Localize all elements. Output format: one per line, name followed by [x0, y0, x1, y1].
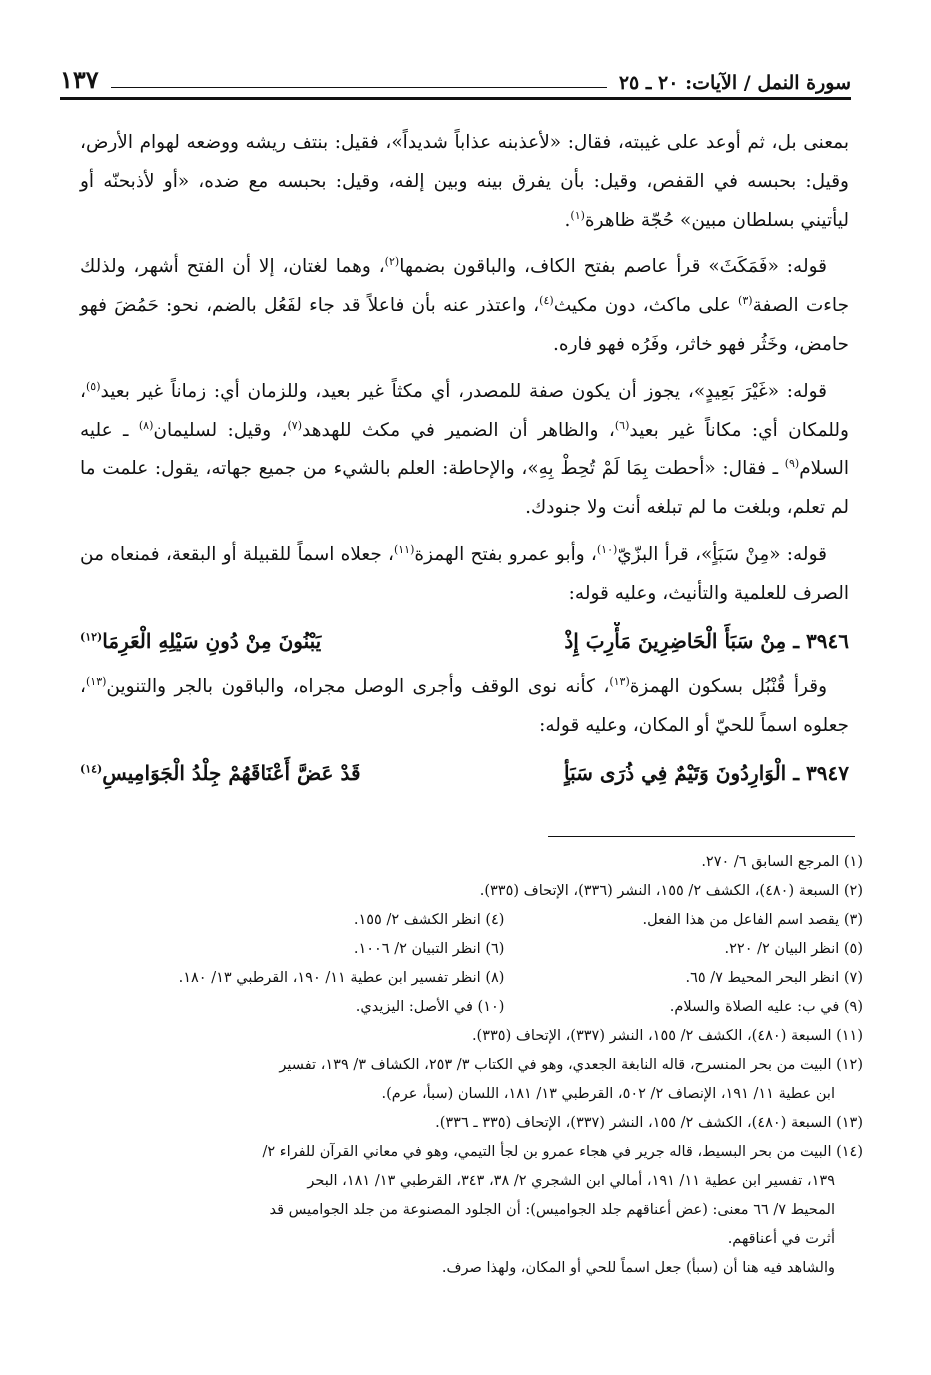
footnote-ref[interactable]: (١١)	[393, 542, 415, 556]
paragraph: وقرأ قُنْبُل بسكون الهمزة$^{(١٣)}$، كأنه نوى الوقف وأجرى الوصل مجراه، والباقون بالجر والتنوين$^{(١٣)}$، جعلوه اسماً للحيّ أو المكان، وعليه قوله:	[80, 675, 849, 737]
footnote: (١) المرجع السابق ٦/ ٢٧٠.	[701, 854, 863, 870]
footnote-line	[116, 1022, 863, 1051]
footnote-ref[interactable]: (٥)	[85, 379, 101, 393]
verse-first-hemistich: ٣٩٤٦ ـ مِنْ سَبَأَ الْحَاضِرِينَ مَأْرِبَ إِذْ	[564, 628, 849, 653]
footnote: (١٣) السبعة (٤٨٠)، الكشف ٢/ ١٥٥، النشر (٣٣٧)، الإتحاف (٣٣٥ ـ ٣٣٦).	[435, 1115, 863, 1131]
footnote-ref[interactable]: (٣)	[738, 294, 753, 308]
footnote-ref[interactable]: (٧)	[287, 418, 303, 432]
footnote: (١٤) البيت من بحر البسيط، قاله جرير في هجاء عمرو بن لجأ التيمي، وهو في معاني القرآن للفراء ٢/ ١٣٩، تفسير ابن عطية ١١/ ١٩١، أمالي ابن الشجري ٢/ ٣٨، ٣٤٣، القرطبي ١٣/ ١٨١، البحر المحيط ٧/ ٦٦ معنى: (عض أعناقهم جلد الجواميس): أن الجلود المصنوعة من جلد الجواميس قد أثرت في أعناقهم. والشاهد فيه هنا أن (سبأ) جعل اسماً للحي أو المكان، ولهذا صرف.	[262, 1144, 863, 1276]
footnote-ref[interactable]: (٦)	[614, 418, 630, 432]
footnote-divider	[548, 836, 855, 837]
footnote-ref[interactable]: (١)	[570, 208, 585, 222]
paragraph: بمعنى بل، ثم أوعد على غيبته، فقال: «لأعذبنه عذاباً شديداً»، فقيل: بنتف ريشه ووضعه لهوام الأرض، وقيل: بحبسه في القفص، وقيل: بأن يفرق بينه وبين إلفه، وقيل: بحبسه مع ضده، «أو لأذبحنّه أو ليأتيني بسلطان مبين» حُجّة ظاهرة$^{(١)}$.	[80, 132, 849, 231]
running-title: سورة النمل / الآيات: ٢٠ ـ ٢٥	[618, 72, 851, 94]
footnote: (١٢) البيت من بحر المنسرح، قاله النابغة الجعدي، وهو في الكتاب ٣/ ٢٥٣، الكشاف ٣/ ١٣٩، تفسير ابن عطية ١١/ ١٩١، الإنصاف ٢/ ٥٠٢، القرطبي ١٣/ ١٨١، اللسان (سبأ، عرم).	[279, 1057, 863, 1102]
footnote-ref[interactable]: (٩)	[784, 457, 800, 471]
footnotes	[116, 848, 863, 1283]
footnote: (٤) انظر الكشف ٢/ ١٥٥.	[353, 912, 505, 928]
footnote-ref[interactable]: (١٠)	[596, 542, 618, 556]
footnote-line	[116, 848, 863, 877]
footnote-ref[interactable]: (١٣)	[85, 675, 107, 689]
footnote: (٩) في ب: عليه الصلاة والسلام.	[669, 999, 863, 1015]
poetry-verse	[80, 754, 849, 793]
footnote: (٢) السبعة (٤٨٠)، الكشف ٢/ ١٥٥، النشر (٣٣٦)، الإتحاف (٣٣٥).	[479, 883, 863, 899]
footnote-ref[interactable]: (١٤)	[80, 762, 103, 776]
footnote: (١٠) في الأصل: اليزيدي.	[355, 999, 505, 1015]
footnote: (٦) انظر التبيان ٢/ ١٠٠٦.	[353, 941, 505, 957]
paragraph: قوله: «مِنْ سَبَأٍ»، قرأ البزّيّ$^{(١٠)}$، وأبو عمرو بفتح الهمزة$^{(١١)}$، جعلاه اسماً للقبيلة أو البقعة، فمنعاه من الصرف للعلمية والتأنيث، وعليه قوله:	[80, 542, 849, 604]
verse-first-hemistich: ٣٩٤٧ ـ الْوَارِدُونَ وَتَيْمٌ فِي ذُرَى سَبَأٍ	[564, 760, 849, 785]
footnote-line	[116, 1109, 863, 1138]
footnote-line	[116, 906, 863, 935]
header-rule	[111, 87, 607, 88]
footnote: (٥) انظر البيان ٢/ ٢٢٠.	[724, 941, 863, 957]
footnote-ref[interactable]: (١٢)	[80, 629, 103, 643]
footnote-ref[interactable]: (٤)	[539, 294, 554, 308]
verse-second-hemistich: قَدْ عَضَّ أَعْنَاقَهُمْ جِلْدُ الْجَوَامِيسِ$^{(١٤)}$	[80, 760, 361, 785]
footnote-ref[interactable]: (١٣)	[609, 675, 630, 689]
footnote-line	[116, 935, 863, 964]
page-number: ١٣٧	[60, 65, 99, 94]
main-text	[80, 124, 849, 801]
footnote: (١١) السبعة (٤٨٠)، الكشف ٢/ ١٥٥، النشر (٣٣٧)، الإتحاف (٣٣٥).	[471, 1028, 863, 1044]
footnote: (٧) انظر البحر المحيط ٧/ ٦٥.	[685, 970, 863, 986]
footnote: (٨) انظر تفسير ابن عطية ١١/ ١٩٠، القرطبي ١٣/ ١٨٠.	[178, 970, 505, 986]
poetry-verse	[80, 622, 849, 661]
paragraph: قوله: «فَمَكَثَ» قرأ عاصم بفتح الكاف، والباقون بضمها$^{(٢)}$، وهما لغتان، إلا أن الفتح أشهر، ولذلك جاءت الصفة$^{(٣)}$ على ماكث، دون مكيث$^{(٤)}$، واعتذر عنه بأن فاعلاً قد جاء لفَعُل بالضم، نحو: حَمُضَ فهو حامض، وخَثُر فهو خاثر، وفَرُه فهو فاره.	[80, 255, 850, 355]
footnote: (٣) يقصد اسم الفاعل من هذا الفعل.	[642, 912, 863, 928]
footnote-line	[116, 964, 863, 993]
footnote-ref[interactable]: (٨)	[138, 418, 154, 432]
footnote-line	[116, 993, 863, 1022]
page-header	[60, 54, 851, 94]
header-divider	[60, 97, 851, 100]
verse-second-hemistich: يَبْنُونَ مِنْ دُونِ سَيْلِهِ الْعَرِمَا$^{(١٢)}$	[80, 628, 322, 653]
footnote-line	[116, 877, 863, 906]
paragraph: قوله: «غَيْرَ بَعِيدٍ»، يجوز أن يكون صفة للمصدر، أي مكثاً غير بعيد، وللزمان أي: زماناً غير بعيد$^{(٥)}$، وللمكان أي: مكاناً غير بعيد$^{(٦)}$، والظاهر أن الضمير في مكث للهدهد$^{(٧)}$، وقيل: لسليمان$^{(٨)}$ ـ عليه السلام$^{(٩)}$ ـ فقال: «أحطت بِمَا لَمْ تُحِطْ بِهِ»، والإحاطة: العلم بالشيء من جميع جهاته، يقول: علمت ما لم تعلم، وبلغت ما لم تبلغه أنت ولا جنودك.	[80, 379, 849, 519]
footnote-ref[interactable]: (٢)	[384, 255, 400, 269]
